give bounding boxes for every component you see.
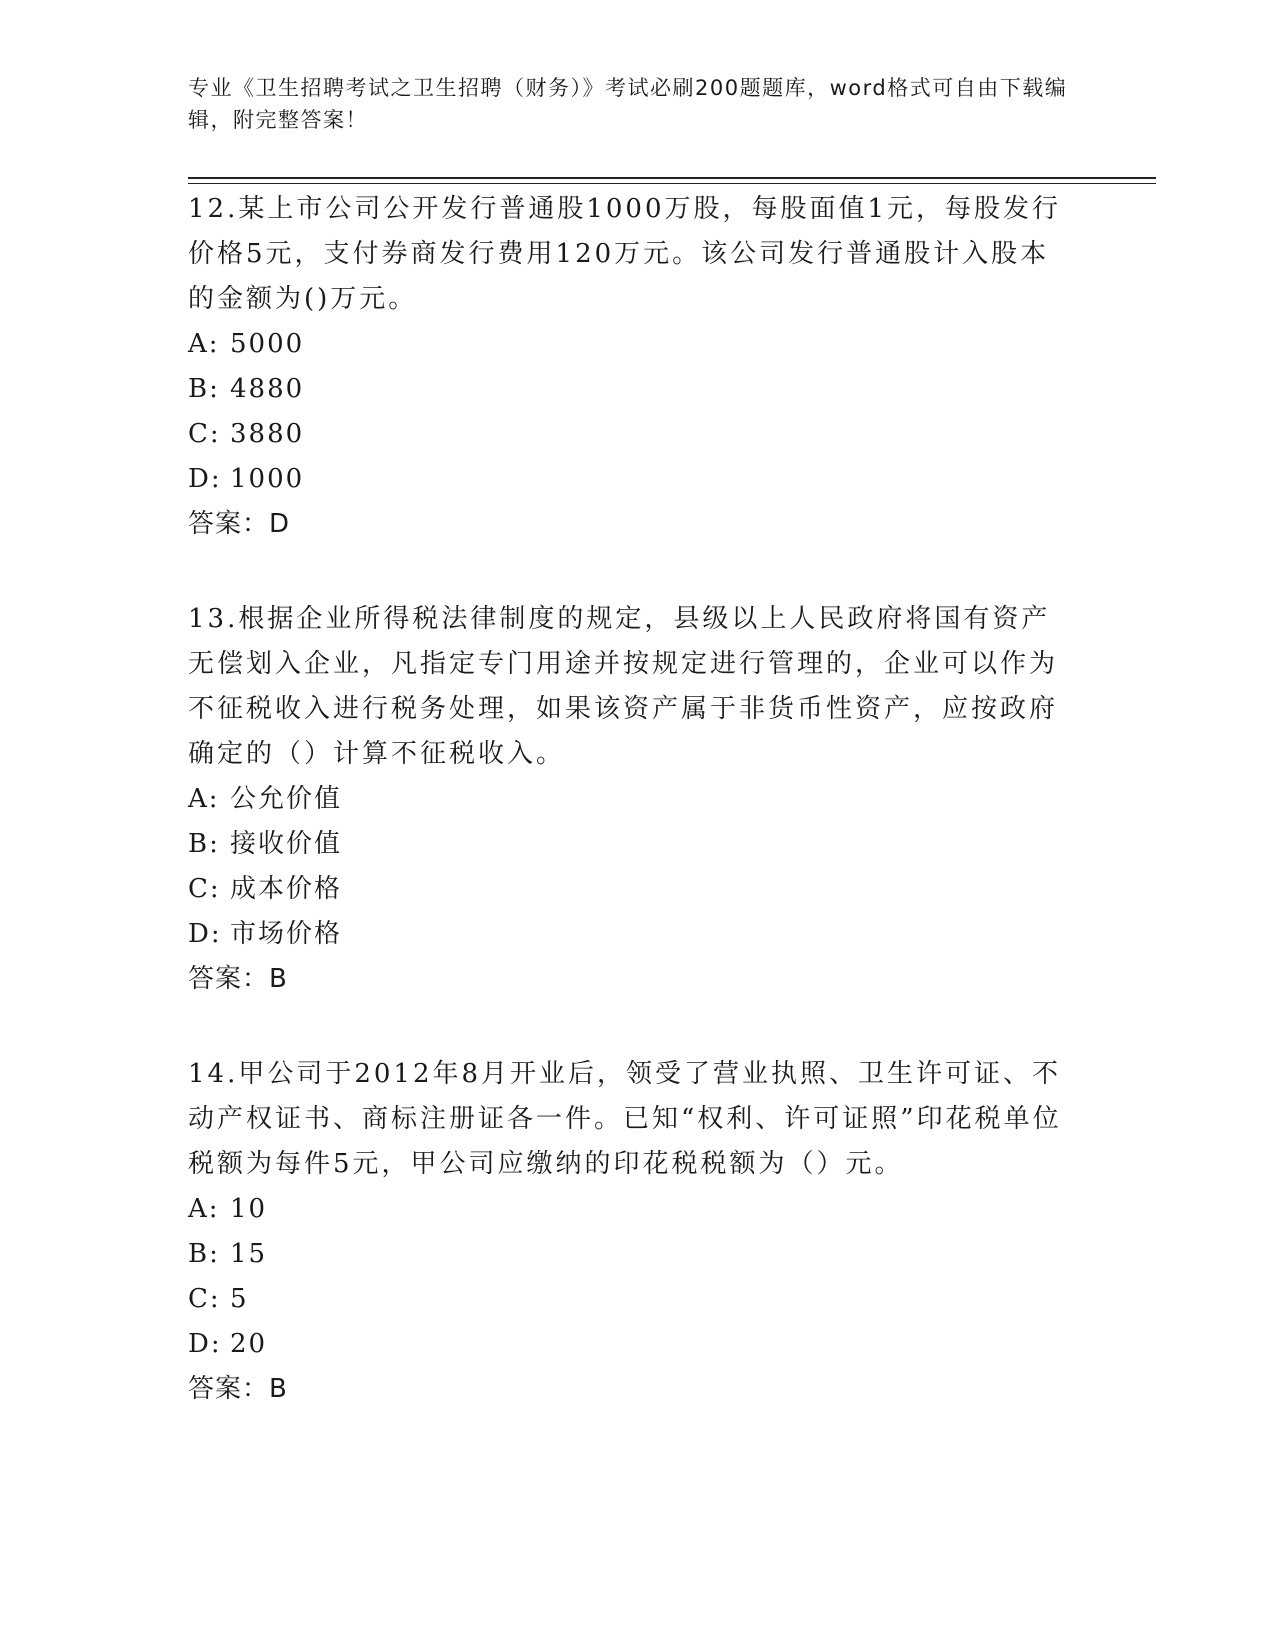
option-text: 20 [230, 1329, 268, 1359]
option-letter: C: [188, 874, 221, 904]
option-a [188, 777, 1068, 822]
option-text: 市场价格 [230, 919, 343, 949]
option-letter: D: [188, 919, 222, 949]
option-letter: A: [188, 1194, 220, 1224]
option-c [188, 867, 1068, 912]
answer-line: 答案：B [188, 964, 288, 994]
option-letter: A: [188, 784, 220, 814]
option-d [188, 912, 1068, 957]
header-rule-thick [188, 177, 1156, 179]
document-intro: 专业《卫生招聘考试之卫生招聘（财务）》考试必刷200题题库，word格式可自由下载编辑，附完整答案！ [188, 76, 1068, 132]
option-letter: D: [188, 1329, 222, 1359]
option-d [188, 1322, 1068, 1367]
option-text: 10 [230, 1194, 268, 1224]
question-13 [188, 597, 1068, 1002]
answer-line: 答案：B [188, 1374, 288, 1404]
question-stem: 13.根据企业所得税法律制度的规定，县级以上人民政府将国有资产无偿划入企业，凡指定专门用途并按规定进行管理的，企业可以作为不征税收入进行税务处理，如果该资产属于非货币性资产，应按政府确定的（）计算不征税收入。 [188, 604, 1059, 769]
question-stem: 12.某上市公司公开发行普通股1000万股，每股面值1元，每股发行价格5元，支付券商发行费用120万元。该公司发行普通股计入股本的金额为()万元。 [188, 194, 1062, 314]
option-b [188, 367, 1068, 412]
option-letter: D: [188, 464, 222, 494]
option-letter: B: [188, 374, 220, 404]
option-letter: C: [188, 419, 221, 449]
option-letter: B: [188, 1239, 220, 1269]
option-text: 公允价值 [230, 784, 343, 814]
option-c [188, 1277, 1068, 1322]
option-text: 接收价值 [230, 829, 343, 859]
option-letter: B: [188, 829, 220, 859]
question-14 [188, 1052, 1068, 1412]
option-text: 15 [230, 1239, 268, 1269]
answer-line: 答案：D [188, 509, 291, 539]
option-text: 5 [230, 1284, 249, 1314]
option-a [188, 1187, 1068, 1232]
option-text: 3880 [230, 419, 305, 449]
option-letter: A: [188, 329, 220, 359]
option-text: 4880 [230, 374, 305, 404]
option-text: 5000 [230, 329, 305, 359]
option-c [188, 412, 1068, 457]
question-12 [188, 187, 1068, 547]
question-stem: 14.甲公司于2012年8月开业后，领受了营业执照、卫生许可证、不动产权证书、商标注册证各一件。已知“权利、许可证照”印花税单位税额为每件5元，甲公司应缴纳的印花税税额为（）元。 [188, 1059, 1062, 1179]
option-d [188, 457, 1068, 502]
header-rule-thin [188, 183, 1156, 184]
option-letter: C: [188, 1284, 221, 1314]
option-text: 1000 [230, 464, 305, 494]
option-b [188, 1232, 1068, 1277]
option-b [188, 822, 1068, 867]
option-text: 成本价格 [230, 874, 343, 904]
option-a [188, 322, 1068, 367]
